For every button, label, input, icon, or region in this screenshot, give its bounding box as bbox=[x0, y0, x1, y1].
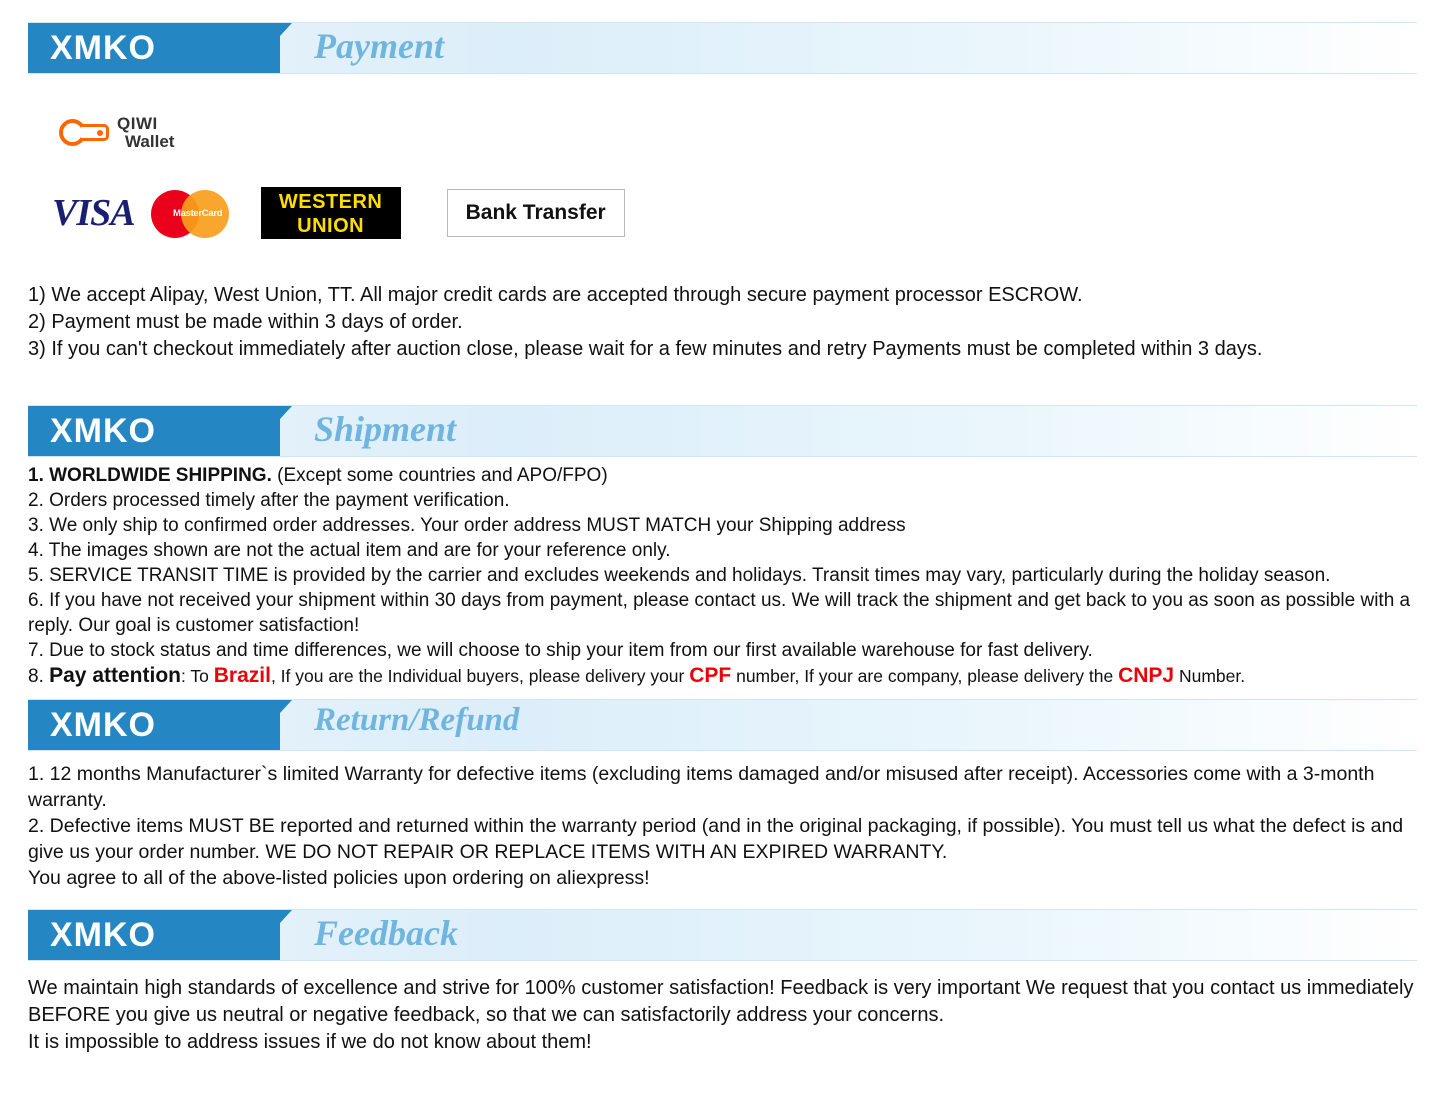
shipment-line-3: 3. We only ship to confirmed order addresses. Your order address MUST MATCH your Shipping address bbox=[28, 515, 906, 536]
shipment-line-1-bold: 1. WORLDWIDE SHIPPING. bbox=[28, 465, 272, 486]
qiwi-label-line1: QIWI bbox=[117, 114, 158, 134]
section-header-return-refund bbox=[28, 699, 1417, 751]
shipment-line-1 bbox=[28, 463, 1417, 488]
shipment-terms bbox=[28, 463, 1417, 689]
mastercard-logo bbox=[151, 184, 245, 242]
section-title-shipment: Shipment bbox=[314, 409, 457, 449]
section-header-feedback bbox=[28, 909, 1417, 961]
brand-logo-text: XMKO bbox=[50, 412, 156, 450]
shipment-line-1-rest: (Except some countries and APO/FPO) bbox=[271, 465, 608, 486]
attention-part1: : To bbox=[180, 666, 214, 686]
payment-logos bbox=[52, 104, 1445, 264]
feedback-line-1: We maintain high standards of excellence and strive for 100% customer satisfaction! Feedback is very important We request that you contact us immediately BEFORE you give us neutral or negative feedback, so that we can satisfactorily address your concerns. bbox=[28, 977, 1414, 1026]
shipment-line-7: 7. Due to stock status and time differences, we will choose to ship your item from our first available warehouse for fast delivery. bbox=[28, 640, 1093, 661]
brand-skew-decoration bbox=[246, 910, 292, 960]
qiwi-wallet-logo bbox=[52, 104, 210, 162]
section-title-payment: Payment bbox=[314, 26, 444, 66]
payment-line-2: 2) Payment must be made within 3 days of order. bbox=[28, 311, 463, 333]
shipment-line-2: 2. Orders processed timely after the payment verification. bbox=[28, 490, 510, 511]
brand-skew-decoration bbox=[246, 700, 292, 750]
brand-skew-decoration bbox=[246, 23, 292, 73]
western-union-line2: UNION bbox=[297, 215, 365, 237]
brand-skew-decoration bbox=[246, 406, 292, 456]
attention-bold: Pay attention bbox=[49, 664, 181, 687]
section-header-shipment bbox=[28, 405, 1417, 457]
return-line-2: 2. Defective items MUST BE reported and returned within the warranty period (and in the original packaging, if possible). You must tell us what the defect is and give us your order number. WE DO NOT REPAIR OR REPLACE ITEMS WITH AN EXPIRED WARRANTY. bbox=[28, 815, 1404, 863]
western-union-line1: WESTERN bbox=[278, 191, 383, 213]
section-title-return-refund: Return/Refund bbox=[314, 702, 520, 738]
return-line-1: 1. 12 months Manufacturer`s limited Warranty for defective items (excluding items damaged and/or misused after receipt). Accessories come with a 3-month warranty. bbox=[28, 763, 1375, 811]
card-logos-row bbox=[52, 184, 625, 242]
return-line-3: You agree to all of the above-listed policies upon ordering on aliexpress! bbox=[28, 867, 650, 889]
shipment-line-4: 4. The images shown are not the actual item and are for your reference only. bbox=[28, 540, 671, 561]
attention-part3: number, If your are company, please delivery the bbox=[731, 666, 1119, 686]
brand-logo-text: XMKO bbox=[50, 706, 156, 744]
brand-logo-text: XMKO bbox=[50, 916, 156, 954]
attention-part2: , If you are the Individual buyers, please delivery your bbox=[270, 666, 690, 686]
shipment-line-5: 5. SERVICE TRANSIT TIME is provided by the carrier and excludes weekends and holidays. Transit times may vary, particularly during the holiday season. bbox=[28, 565, 1331, 586]
western-union-logo bbox=[261, 187, 401, 239]
section-header-payment bbox=[28, 22, 1417, 74]
qiwi-label-line2: Wallet bbox=[125, 132, 175, 151]
shipment-line-8-attention bbox=[28, 663, 1417, 689]
qiwi-icon bbox=[59, 116, 111, 150]
bank-transfer-logo: Bank Transfer bbox=[447, 189, 625, 237]
attention-number: 8. bbox=[28, 666, 50, 687]
attention-cnpj: CNPJ bbox=[1118, 664, 1175, 687]
feedback-line-2: It is impossible to address issues if we do not know about them! bbox=[28, 1031, 592, 1053]
payment-line-1: 1) We accept Alipay, West Union, TT. All major credit cards are accepted through secure payment processor ESCROW. bbox=[28, 284, 1083, 306]
attention-cpf: CPF bbox=[689, 664, 732, 687]
attention-part4: Number. bbox=[1174, 666, 1246, 686]
visa-logo: VISA bbox=[52, 192, 135, 234]
feedback-terms bbox=[28, 975, 1417, 1056]
payment-line-3: 3) If you can't checkout immediately after auction close, please wait for a few minutes and retry Payments must be completed within 3 days. bbox=[28, 338, 1263, 360]
mastercard-label: MasterCard bbox=[172, 208, 223, 219]
return-refund-terms bbox=[28, 761, 1417, 891]
brand-logo-text: XMKO bbox=[50, 29, 156, 67]
shipment-line-6: 6. If you have not received your shipment within 30 days from payment, please contact us. We will track the shipment and get back to you as soon as possible with a reply. Our goal is customer satisfaction! bbox=[28, 590, 1411, 636]
payment-terms bbox=[28, 282, 1417, 363]
section-title-feedback: Feedback bbox=[314, 913, 458, 953]
attention-brazil: Brazil bbox=[213, 664, 271, 687]
